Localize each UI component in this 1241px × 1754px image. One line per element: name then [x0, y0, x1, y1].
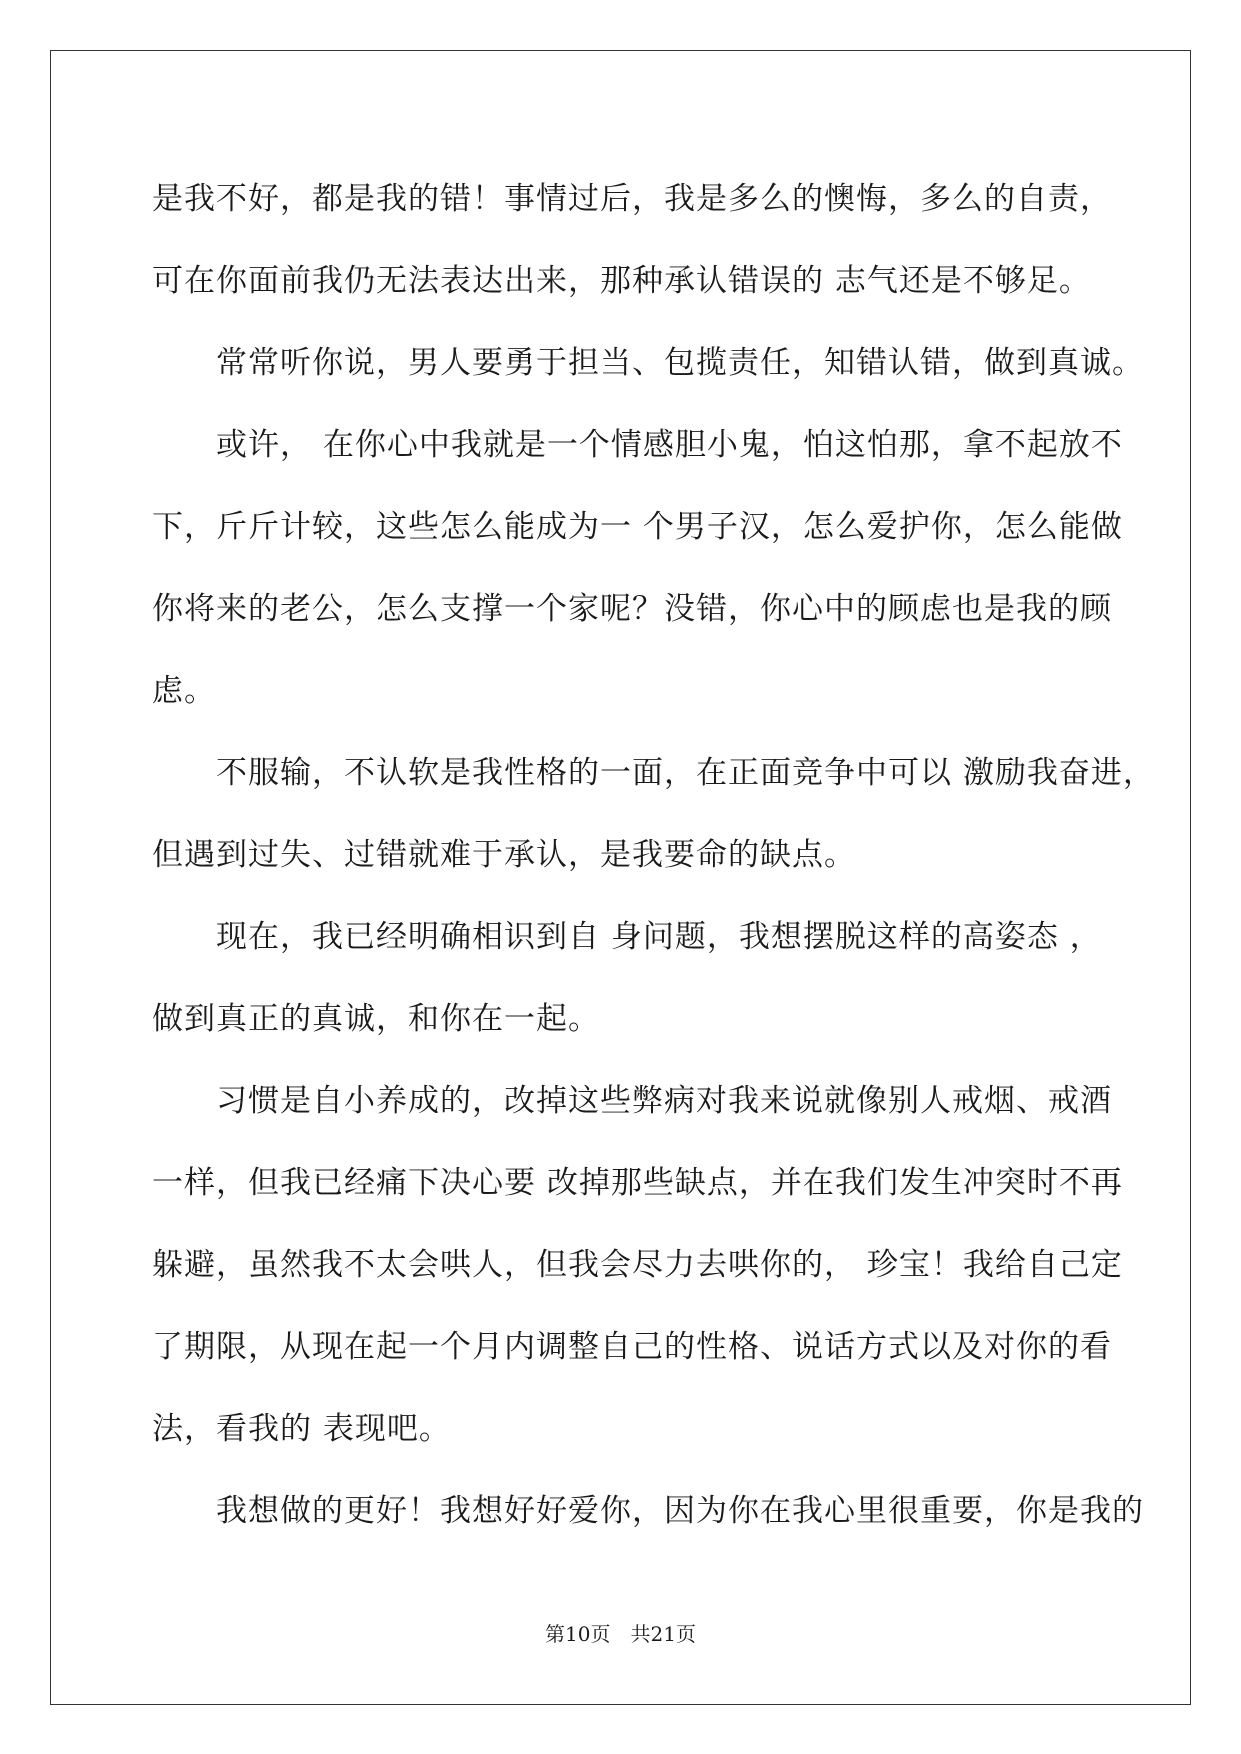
text-line: 法，看我的 表现吧。: [152, 1411, 451, 1447]
text-line: 做到真正的真诚，和你在一起。: [152, 1001, 600, 1037]
page-number-current: 第10页: [545, 1622, 611, 1646]
text-line: 躲避，虽然我不太会哄人，但我会尽力去哄你的， 珍宝！我给自己定: [152, 1247, 1123, 1283]
text-line: 我想做的更好！我想好好爱你，因为你在我心里很重要，你是我的: [216, 1493, 1144, 1529]
text-line: 或许， 在你心中我就是一个情感胆小鬼，怕这怕那，拿不起放不: [216, 427, 1123, 463]
text-line: 不服输，不认软是我性格的一面，在正面竞争中可以 激励我奋进，: [216, 755, 1155, 791]
text-line: 现在，我已经明确相识到自 身问题，我想摆脱这样的高姿态 ，: [216, 919, 1102, 955]
text-line: 习惯是自小养成的，改掉这些弊病对我来说就像别人戒烟、戒酒: [216, 1083, 1112, 1119]
page-footer: [0, 1618, 1241, 1647]
text-line: 可在你面前我仍无法表达出来，那种承认错误的 志气还是不够足。: [152, 263, 1091, 299]
text-line: 了期限，从现在起一个月内调整自己的性格、说话方式以及对你的看: [152, 1329, 1112, 1365]
text-line: 一样，但我已经痛下决心要 改掉那些缺点，并在我们发生冲突时不再: [152, 1165, 1123, 1201]
text-line: 是我不好，都是我的错！事情过后，我是多么的懊悔，多么的自责，: [152, 181, 1112, 217]
text-line: 你将来的老公，怎么支撑一个家呢？没错，你心中的顾虑也是我的顾: [152, 591, 1112, 627]
text-line: 常常听你说，男人要勇于担当、包揽责任，知错认错，做到真诚。: [216, 345, 1144, 381]
text-line: 下，斤斤计较，这些怎么能成为一 个男子汉，怎么爱护你，怎么能做: [152, 509, 1123, 545]
text-line: 但遇到过失、过错就难于承认，是我要命的缺点。: [152, 837, 856, 873]
document-body: [152, 158, 1155, 1552]
page-number-total: 共21页: [630, 1622, 696, 1646]
text-line: 虑。: [152, 673, 216, 709]
